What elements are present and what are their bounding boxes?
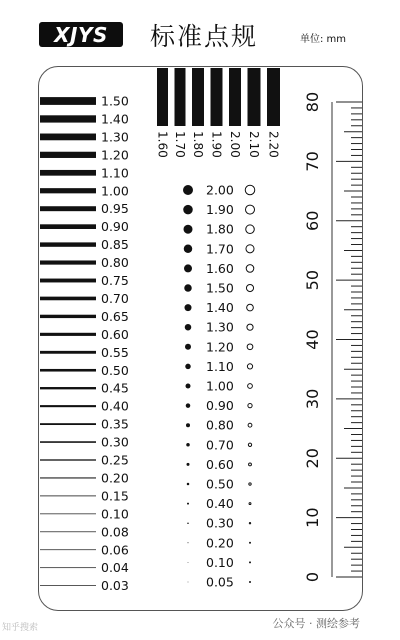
- ruler-label: 60: [303, 210, 322, 231]
- vertical-bar: [267, 68, 280, 126]
- dot-gauge-label: 0.60: [206, 456, 234, 472]
- dot-gauge-filled-dot: [187, 463, 190, 466]
- dot-gauge-filled-dot: [186, 443, 190, 447]
- line-gauge-label: 0.55: [101, 344, 129, 360]
- line-gauge-label: 0.06: [101, 542, 129, 558]
- line-gauge-label: 0.08: [101, 524, 129, 540]
- ruler-label: 40: [303, 329, 322, 350]
- dot-gauge-open-dot: [249, 522, 250, 523]
- dot-gauge-filled-dot: [187, 483, 190, 486]
- line-gauge-bar: [40, 333, 96, 336]
- dot-gauge-label: 0.10: [206, 554, 234, 570]
- line-gauge-bar: [40, 531, 96, 532]
- dot-gauge-filled-dot: [187, 522, 189, 524]
- dot-gauge-open-dot: [245, 205, 254, 214]
- vertical-bar: [175, 68, 186, 126]
- line-gauge-bar: [40, 477, 96, 478]
- dot-gauge-filled-dot: [185, 364, 191, 370]
- vertical-bar-label: 2.10: [247, 131, 261, 158]
- line-gauge-bar: [40, 496, 96, 497]
- vertical-bar: [192, 68, 204, 126]
- dot-gauge-label: 2.00: [206, 182, 234, 198]
- dot-gauge-label: 1.80: [206, 221, 234, 237]
- dot-gauge-open-dot: [250, 582, 251, 583]
- line-gauge-bar: [40, 387, 96, 389]
- dot-gauge-label: 0.50: [206, 476, 234, 492]
- dot-gauge-open-dot: [246, 225, 255, 234]
- line-gauge-label: 0.85: [101, 237, 129, 253]
- vertical-bar-label: 1.90: [209, 131, 224, 158]
- dot-gauge-label: 1.60: [206, 260, 234, 276]
- line-gauge-bar: [40, 134, 96, 141]
- line-gauge-label: 0.20: [101, 470, 129, 486]
- line-gauge-label: 0.65: [101, 308, 129, 324]
- line-gauge-label: 0.35: [101, 416, 129, 432]
- unit-label: 单位: mm: [300, 34, 347, 45]
- line-gauge-bar: [40, 441, 96, 443]
- ruler-label: 10: [302, 507, 322, 528]
- dot-gauge-filled-dot: [183, 205, 193, 215]
- dot-gauge-label: 1.30: [206, 319, 234, 335]
- line-gauge-bar: [40, 567, 96, 568]
- dot-gauge-filled-dot: [186, 403, 191, 408]
- line-gauge-label: 0.04: [101, 560, 129, 576]
- dot-gauge-filled-dot: [188, 562, 189, 563]
- vertical-bar-label: 1.70: [173, 131, 187, 158]
- ruler-label: 70: [302, 151, 322, 172]
- dot-gauge-label: 1.90: [206, 202, 234, 218]
- page-title: 标准点规: [150, 22, 259, 51]
- line-gauge-bar: [40, 315, 96, 318]
- dot-gauge-label: 0.40: [206, 496, 234, 512]
- line-gauge-label: 0.30: [101, 434, 129, 450]
- dot-gauge-open-dot: [250, 562, 251, 563]
- dot-gauge-label: 0.20: [206, 535, 234, 551]
- line-gauge-bar: [40, 224, 96, 229]
- line-gauge-bar: [40, 242, 96, 246]
- vertical-bar: [229, 68, 241, 126]
- line-gauge-bar: [40, 369, 96, 372]
- ruler-label: 30: [302, 388, 322, 410]
- line-gauge-label: 0.70: [101, 290, 129, 306]
- vertical-bar-label: 2.20: [266, 131, 281, 158]
- dot-gauge-label: 0.05: [206, 574, 234, 590]
- dot-gauge-open-dot: [246, 284, 253, 291]
- line-gauge-label: 0.25: [101, 452, 129, 468]
- dot-gauge-filled-dot: [187, 503, 189, 505]
- dot-gauge-filled-dot: [184, 225, 193, 234]
- dot-gauge-open-dot: [249, 483, 251, 485]
- line-gauge-bar: [40, 152, 96, 158]
- dot-gauge-label: 1.70: [206, 241, 234, 257]
- line-gauge-label: 0.95: [101, 201, 129, 217]
- dot-gauge-filled-dot: [183, 185, 193, 195]
- line-gauge-label: 0.60: [101, 326, 129, 342]
- line-gauge-bar: [40, 459, 96, 460]
- line-gauge-bar: [40, 549, 96, 550]
- dot-gauge-filled-dot: [184, 245, 193, 254]
- dot-gauge-open-dot: [249, 463, 252, 466]
- line-gauge-label: 0.03: [101, 578, 129, 594]
- dot-gauge-open-dot: [247, 344, 253, 350]
- dot-gauge-filled-dot: [188, 582, 189, 583]
- vertical-bar: [248, 68, 261, 126]
- logo-text: XJYS: [54, 22, 108, 47]
- line-gauge-label: 0.50: [101, 362, 129, 378]
- dot-gauge-open-dot: [249, 503, 251, 505]
- line-gauge-bar: [40, 188, 96, 193]
- vertical-bar: [157, 68, 168, 126]
- line-gauge-bar: [40, 279, 96, 283]
- line-gauge-label: 0.45: [101, 380, 129, 396]
- dot-gauge-filled-dot: [184, 284, 192, 292]
- ruler-label: 80: [303, 91, 322, 113]
- dot-gauge-label: 1.40: [206, 300, 234, 316]
- line-gauge-bar: [40, 260, 96, 264]
- dot-gauge-filled-dot: [185, 344, 191, 350]
- vertical-bar-label: 2.00: [228, 131, 242, 158]
- ruler-label: 0: [303, 571, 322, 583]
- dot-gauge-filled-dot: [184, 264, 192, 272]
- dot-gauge-filled-dot: [186, 423, 190, 427]
- dot-gauge-filled-dot: [186, 384, 191, 389]
- line-gauge-bar: [40, 170, 96, 176]
- dot-gauge-filled-dot: [185, 304, 192, 311]
- line-gauge-label: 0.15: [101, 488, 129, 504]
- line-gauge-label: 0.40: [101, 398, 129, 414]
- line-gauge-label: 0.10: [101, 506, 129, 522]
- dot-gauge-open-dot: [245, 185, 255, 195]
- line-gauge-bar: [40, 297, 96, 301]
- ruler-label: 50: [302, 269, 322, 291]
- line-gauge-label: 1.20: [101, 147, 129, 163]
- dot-gauge-open-dot: [247, 324, 253, 330]
- line-gauge-bar: [40, 115, 96, 122]
- dot-gauge-label: 1.20: [206, 339, 234, 355]
- dot-gauge-open-dot: [248, 403, 252, 407]
- line-gauge-bar: [40, 514, 96, 515]
- vertical-bar-label: 1.80: [191, 131, 205, 158]
- dot-gauge-open-dot: [248, 443, 251, 446]
- dot-gauge-label: 0.80: [206, 417, 234, 433]
- line-gauge-bar: [40, 405, 96, 407]
- dot-gauge-filled-dot: [188, 542, 189, 543]
- dot-gauge-label: 0.30: [206, 515, 234, 531]
- dot-gauge-open-dot: [246, 265, 254, 273]
- line-gauge-bar: [40, 585, 96, 586]
- ruler-label: 20: [303, 448, 322, 469]
- corner-text: 知乎搜索: [2, 623, 39, 633]
- line-gauge-bar: [40, 423, 96, 425]
- dot-gauge-open-dot: [246, 245, 254, 253]
- dot-gauge-open-dot: [247, 304, 254, 311]
- line-gauge-label: 0.90: [101, 219, 129, 235]
- line-gauge-label: 1.30: [101, 129, 129, 145]
- watermark: 公众号 · 测绘参考: [272, 617, 360, 630]
- line-gauge-bar: [40, 206, 96, 211]
- dot-gauge-label: 0.90: [206, 398, 234, 414]
- dot-gauge-open-dot: [250, 542, 251, 543]
- line-gauge-label: 0.75: [101, 273, 129, 288]
- dot-gauge-open-dot: [248, 423, 252, 427]
- dot-gauge-filled-dot: [185, 324, 192, 331]
- vertical-bar: [211, 68, 223, 126]
- dot-gauge-label: 1.50: [206, 280, 234, 296]
- line-gauge-label: 1.00: [101, 183, 129, 199]
- dot-gauge-open-dot: [247, 364, 252, 369]
- line-gauge-label: 1.50: [101, 93, 129, 109]
- dot-gauge-open-dot: [248, 384, 253, 389]
- vertical-bar-label: 1.60: [155, 131, 170, 158]
- dot-gauge-label: 0.70: [206, 437, 234, 453]
- line-gauge-label: 1.40: [101, 111, 129, 127]
- line-gauge-bar: [40, 97, 96, 105]
- line-gauge-label: 0.80: [101, 255, 129, 271]
- line-gauge-label: 1.10: [101, 165, 129, 181]
- dot-gauge-label: 1.00: [206, 378, 234, 394]
- line-gauge-bar: [40, 351, 96, 354]
- dot-gauge-label: 1.10: [206, 358, 234, 374]
